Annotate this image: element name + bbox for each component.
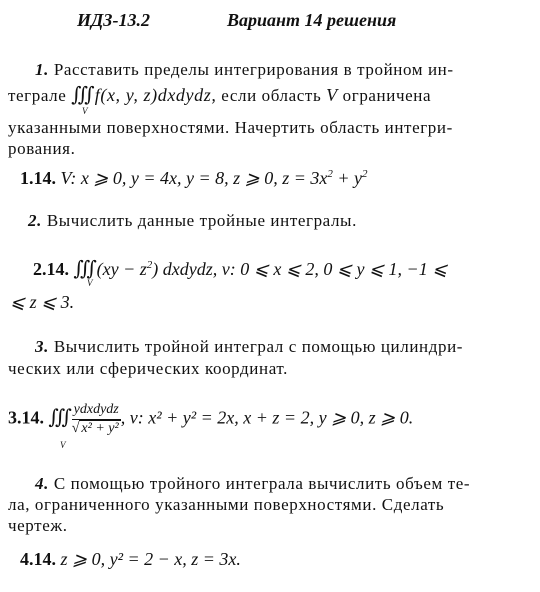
- problem-1-14-tail: + y: [332, 168, 363, 188]
- assignment-code: ИДЗ-13.2: [77, 10, 150, 30]
- variant-title: Вариант 14 решения: [227, 10, 397, 30]
- problem-1-14: [20, 168, 368, 189]
- problem-2-14-tail: ) dxdydz, v: 0 ⩽ x ⩽ 2, 0 ⩽ y ⩽ 1, −1 ⩽: [152, 259, 448, 279]
- triple-integral-sign-3: ∭: [48, 406, 68, 429]
- problem-1-14-exp2: 2: [362, 168, 368, 180]
- problem-3-14-number: 3.14.: [8, 407, 44, 428]
- task1-text-line2-tail: ограничена: [342, 86, 432, 105]
- radicand: x² + y²: [81, 421, 119, 436]
- problem-3-14-subscript: V: [60, 440, 66, 450]
- problem-4-14: [20, 549, 241, 570]
- task1-text-line2-start: теграле: [8, 86, 67, 105]
- task1-number: 1.: [35, 60, 49, 79]
- problem-2-14-number: 2.14.: [33, 259, 69, 279]
- task3-number: 3.: [35, 337, 49, 356]
- problem-3-14: [8, 402, 413, 437]
- problem-2-14: [33, 256, 447, 281]
- task1-line4: рования.: [8, 139, 76, 158]
- problem-2-14-exp: 2: [146, 259, 153, 271]
- task1-integral-subscript: V: [82, 106, 88, 116]
- fraction-numerator: ydxdydz: [72, 402, 121, 420]
- task1-line1: [35, 60, 454, 80]
- problem-4-14-number: 4.14.: [20, 549, 56, 569]
- problem-1-14-number: 1.14.: [20, 168, 56, 188]
- triple-integral-sign-2: ∭: [73, 258, 93, 280]
- task1-text-line2-end: если область: [221, 86, 322, 105]
- fraction-denominator: √ x² + y²: [71, 421, 119, 436]
- task4-line1: [35, 474, 470, 494]
- problem-3-14-fraction: [72, 402, 121, 437]
- task2: [28, 211, 357, 231]
- problem-3-14-condition: , v: x² + y² = 2x, x + z = 2, y ⩾ 0, z ⩾ 0.: [120, 407, 414, 428]
- task3-line1: [35, 337, 463, 357]
- task1-integrand: f(x, y, z)dxdydz,: [94, 85, 217, 105]
- triple-integral-sign: ∭: [71, 84, 90, 106]
- problem-1-14-exp1: 2: [327, 168, 333, 180]
- task2-text: Вычислить данные тройные интегралы.: [46, 211, 357, 230]
- task4-line3: чертеж.: [8, 516, 68, 535]
- task1-text-line1: Расставить пределы интегрирования в тройном ин-: [53, 60, 454, 79]
- task4-line2: ла, ограниченного указанными поверхностями. Сделать: [8, 495, 445, 514]
- problem-2-14-integrand: (xy − z: [96, 259, 147, 279]
- task2-number: 2.: [28, 211, 42, 230]
- task3-text-line1: Вычислить тройной интеграл с помощью цилиндри-: [53, 337, 464, 356]
- task4-text-line1: С помощью тройного интеграла вычислить объем те-: [53, 474, 471, 493]
- task1-line3: указанными поверхностями. Начертить область интегри-: [8, 118, 453, 137]
- task1-region-symbol: V: [326, 85, 338, 105]
- problem-4-14-condition: z ⩾ 0, y² = 2 − x, z = 3x.: [60, 549, 241, 569]
- problem-1-14-condition: V: x ⩾ 0, y = 4x, y = 8, z ⩾ 0, z = 3x: [60, 168, 328, 188]
- task4-number: 4.: [35, 474, 49, 493]
- task3-line2: ческих или сферических координат.: [8, 359, 289, 378]
- problem-2-14-continuation: ⩽ z ⩽ 3.: [10, 292, 75, 312]
- problem-2-14-subscript: V: [87, 278, 93, 288]
- task1-line2: [8, 82, 431, 107]
